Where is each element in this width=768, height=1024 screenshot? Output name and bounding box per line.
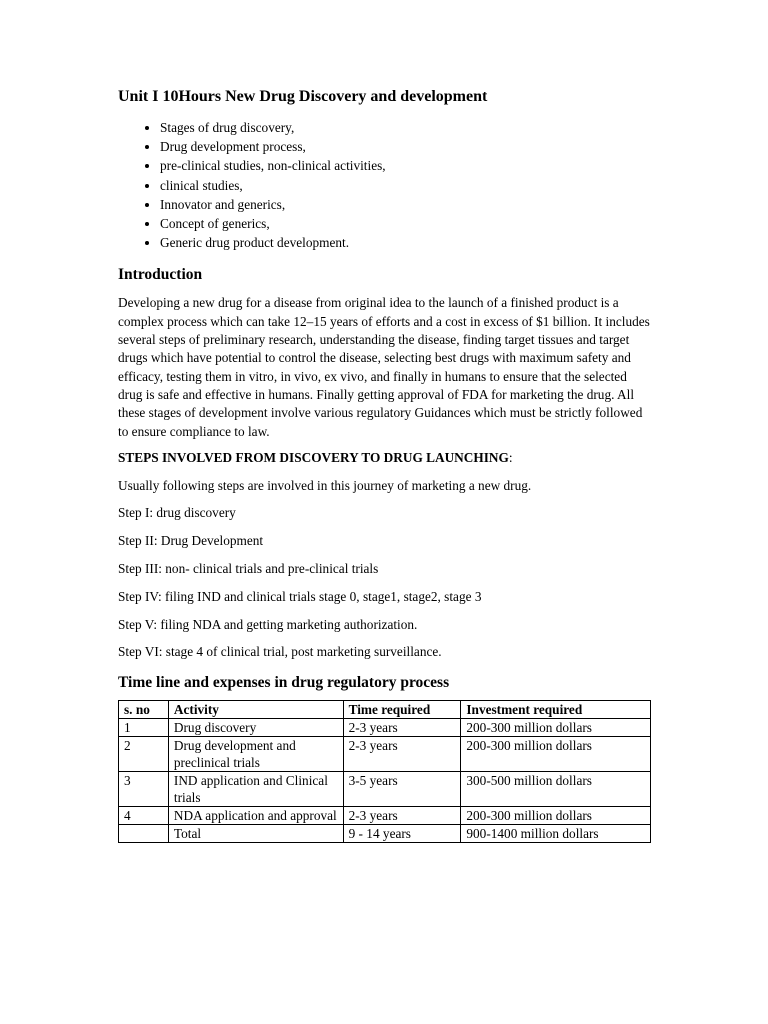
- steps-heading: STEPS INVOLVED FROM DISCOVERY TO DRUG LAUNCHING: [118, 449, 509, 465]
- step-item: Step VI: stage 4 of clinical trial, post marketing surveillance.: [118, 644, 442, 660]
- step-item: Step I: drug discovery: [118, 505, 236, 521]
- timeline-title: Time line and expenses in drug regulatory process: [118, 673, 450, 691]
- step-item: Step III: non- clinical trials and pre-clinical trials: [118, 560, 379, 576]
- table-row: [119, 771, 651, 806]
- cell-time: 3-5 years: [343, 771, 461, 806]
- header-investment: Investment required: [461, 700, 651, 718]
- table-row: [119, 736, 651, 771]
- step-item: Step IV: filing IND and clinical trials stage 0, stage1, stage2, stage 3: [118, 588, 482, 604]
- header-time: Time required: [343, 700, 461, 718]
- header-activity: Activity: [168, 700, 343, 718]
- table-row: [119, 806, 651, 824]
- introduction-paragraph: Developing a new drug for a disease from original idea to the launch of a finished product is a complex process which can take 12–15 years of efforts and a cost in excess of $1 billion. It includes several steps of preliminary research, understanding the disease, finding target tissues and target drugs which have potential to control the disease, selecting best drugs with maximum safety and efficacy, testing them in vitro, in vivo, ex vivo, and finally in humans to ensure that the selected drug is safe and effective in humans. Finally getting approval of FDA for marketing the drug. All these stages of development involve various regulatory Guidances which must be strictly followed to ensure compliance to law.: [118, 295, 650, 439]
- topic-item: • Innovator and generics,: [160, 195, 652, 214]
- topic-item: • Drug development process,: [160, 137, 652, 156]
- cell-time: 2-3 years: [343, 718, 461, 736]
- cell-investment: 300-500 million dollars: [461, 771, 651, 806]
- steps-heading-line: [118, 449, 652, 467]
- timeline-table: [118, 700, 651, 843]
- topic-item: • Stages of drug discovery,: [160, 118, 652, 137]
- table-row: [119, 718, 651, 736]
- topic-item: • clinical studies,: [160, 176, 652, 195]
- cell-activity: Drug development and preclinical trials: [168, 736, 343, 771]
- steps-heading-suffix: :: [508, 449, 513, 465]
- cell-time: 2-3 years: [343, 806, 461, 824]
- unit-title: Unit I 10Hours New Drug Discovery and development: [118, 88, 488, 105]
- topic-item: • pre-clinical studies, non-clinical activities,: [160, 156, 652, 175]
- cell-activity: IND application and Clinical trials: [168, 771, 343, 806]
- table-row-total: [119, 824, 651, 842]
- cell-time: 9 - 14 years: [343, 824, 461, 842]
- document-page: [118, 86, 652, 843]
- step-item: Step V: filing NDA and getting marketing authorization.: [118, 616, 418, 632]
- cell-investment: 200-300 million dollars: [461, 736, 651, 771]
- cell-time: 2-3 years: [343, 736, 461, 771]
- cell-investment: 200-300 million dollars: [461, 806, 651, 824]
- cell-activity: Drug discovery: [168, 718, 343, 736]
- cell-sno: 2: [119, 736, 169, 771]
- cell-sno: 3: [119, 771, 169, 806]
- step-item: Step II: Drug Development: [118, 533, 264, 549]
- cell-activity: NDA application and approval: [168, 806, 343, 824]
- header-sno: s. no: [119, 700, 169, 718]
- introduction-heading: Introduction: [118, 266, 203, 284]
- steps-intro: Usually following steps are involved in this journey of marketing a new drug.: [118, 477, 532, 493]
- topic-item: • Concept of generics,: [160, 214, 652, 233]
- cell-sno: 4: [119, 806, 169, 824]
- cell-investment: 900-1400 million dollars: [461, 824, 651, 842]
- cell-investment: 200-300 million dollars: [461, 718, 651, 736]
- cell-sno: [119, 824, 169, 842]
- cell-activity: Total: [168, 824, 343, 842]
- cell-sno: 1: [119, 718, 169, 736]
- topic-item: • Generic drug product development.: [160, 233, 652, 252]
- table-header-row: [119, 700, 651, 718]
- topics-list: [118, 118, 652, 252]
